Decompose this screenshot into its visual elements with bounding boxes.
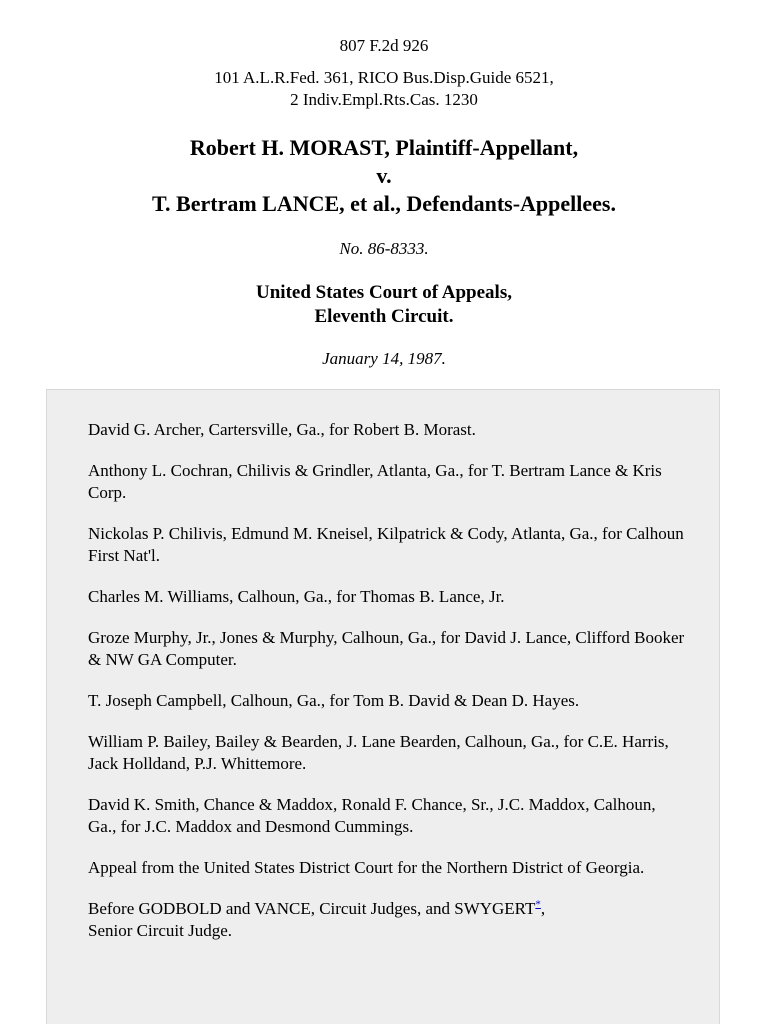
counsel-entry: David K. Smith, Chance & Maddox, Ronald F. Chance, Sr., J.C. Maddox, Calhoun, Ga., for J.C. Maddox and Desmond Cummings.	[88, 795, 656, 836]
court-name-line-2: Eleventh Circuit.	[314, 306, 454, 327]
court-name	[0, 281, 768, 329]
counsel-entry: Groze Murphy, Jr., Jones & Murphy, Calhoun, Ga., for David J. Lance, Clifford Booker & NW GA Computer.	[88, 628, 685, 669]
panel-judges-comma: ,	[540, 899, 546, 918]
counsel-entry: T. Joseph Campbell, Calhoun, Ga., for Tom B. David & Dean D. Hayes.	[88, 691, 580, 710]
plaintiff-line: Robert H. MORAST, Plaintiff-Appellant,	[189, 135, 579, 160]
case-caption	[0, 134, 768, 218]
footnote-link[interactable]: *	[535, 898, 541, 911]
panel-judges-text: Before GODBOLD and VANCE, Circuit Judges, and SWYGERT	[88, 899, 536, 918]
decision-date: January 14, 1987.	[322, 349, 446, 368]
docket-number: No. 86-8333.	[339, 239, 429, 258]
counsel-entry: David G. Archer, Cartersville, Ga., for Robert B. Morast.	[88, 420, 476, 439]
counsel-entry: Charles M. Williams, Calhoun, Ga., for Thomas B. Lance, Jr.	[88, 587, 505, 606]
panel-judges-title: Senior Circuit Judge.	[88, 921, 233, 940]
appeal-from: Appeal from the United States District Court for the Northern District of Georgia.	[88, 858, 645, 877]
defendant-line: T. Bertram LANCE, et al., Defendants-Appellees.	[152, 191, 616, 216]
counsel-entry: William P. Bailey, Bailey & Bearden, J. Lane Bearden, Calhoun, Ga., for C.E. Harris, Jack Holldand, P.J. Whittemore.	[88, 732, 669, 773]
panel-judges	[88, 898, 688, 942]
parallel-citation-line-1: 101 A.L.R.Fed. 361, RICO Bus.Disp.Guide 6521,	[214, 68, 554, 87]
primary-citation: 807 F.2d 926	[339, 36, 429, 55]
parallel-citation-line-2: 2 Indiv.Empl.Rts.Cas. 1230	[290, 90, 478, 109]
counsel-entry: Nickolas P. Chilivis, Edmund M. Kneisel, Kilpatrick & Cody, Atlanta, Ga., for Calhoun First Nat'l.	[88, 524, 684, 565]
counsel-entry: Anthony L. Cochran, Chilivis & Grindler, Atlanta, Ga., for T. Bertram Lance & Kris Corp.	[88, 461, 662, 502]
court-name-line-1: United States Court of Appeals,	[256, 282, 512, 303]
versus-line: v.	[376, 163, 392, 188]
counsel-panel	[46, 389, 720, 1024]
parallel-citations	[0, 67, 768, 111]
counsel-list	[88, 419, 688, 961]
